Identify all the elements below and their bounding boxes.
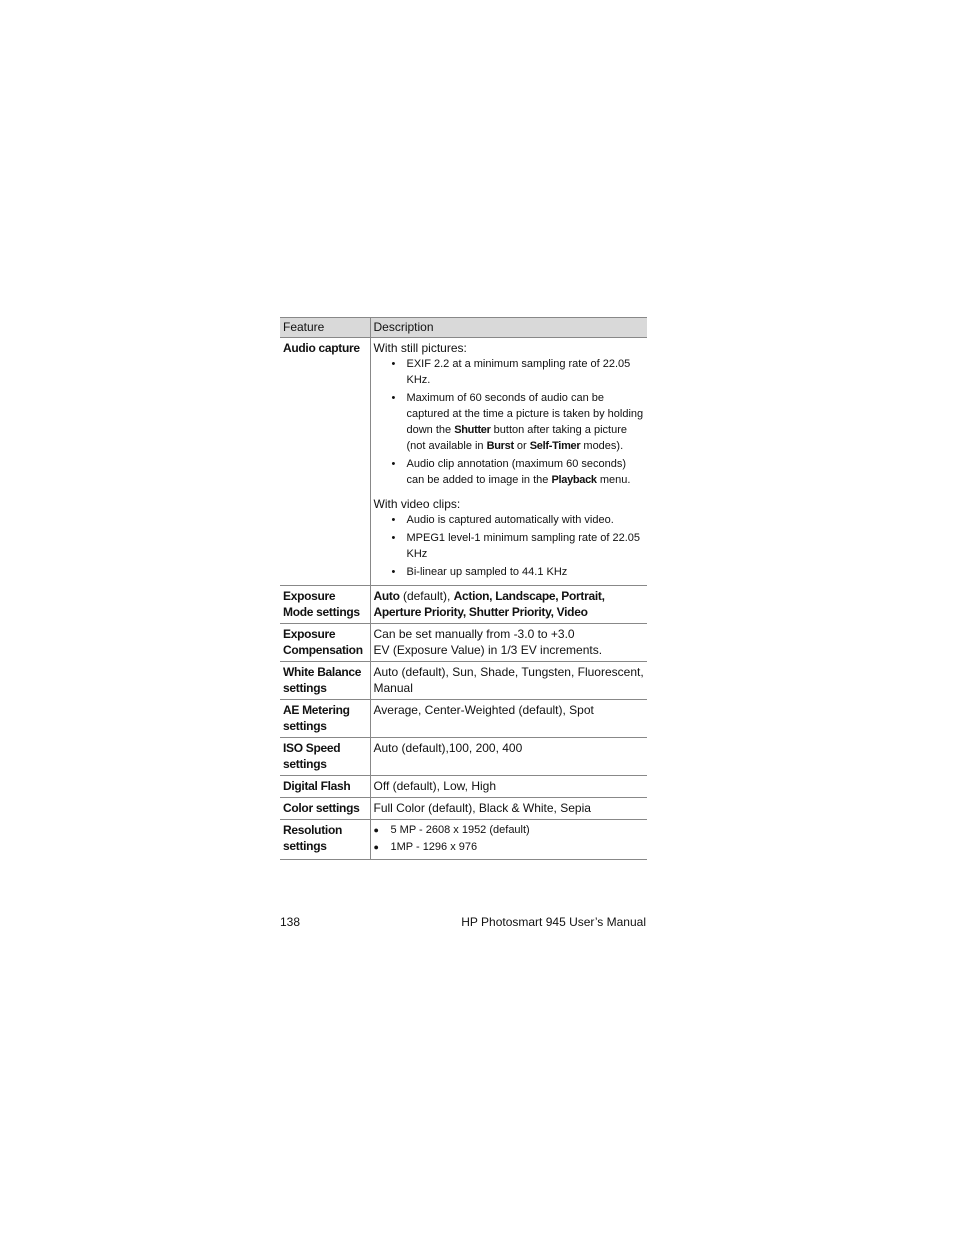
table-header-row [280,318,647,338]
description-cell: Off (default), Low, High [370,776,647,798]
description-cell [370,338,647,586]
list-item [407,456,645,488]
description-cell [370,586,647,624]
table-row-audio-capture [280,338,647,586]
still-pictures-list [374,356,645,488]
table-row-ae-metering [280,700,647,738]
page-number: 138 [280,915,301,929]
description-column-header: Description [370,318,647,338]
feature-cell: White Balance settings [280,662,370,700]
feature-cell: AE Metering settings [280,700,370,738]
description-cell [370,624,647,662]
table-row-iso-speed [280,738,647,776]
video-clips-list [374,512,645,580]
feature-cell: Exposure Compensation [280,624,370,662]
description-cell: Auto (default),100, 200, 400 [370,738,647,776]
feature-cell: Resolution settings [280,820,370,860]
text-span: Audio clip annotation (maximum 60 seconds) can be added to image in the [406,458,627,486]
auto-term: Auto [373,589,400,603]
list-item [407,390,645,454]
description-cell: Auto (default), Sun, Shade, Tungsten, Fluorescent, Manual [370,662,647,700]
list-item: ● 1MP - 1296 x 976 [391,839,645,856]
table-row-digital-flash [280,776,647,798]
table-row-color [280,798,647,820]
feature-cell: Digital Flash [280,776,370,798]
text-line: EV (Exposure Value) in 1/3 EV increments. [373,643,603,657]
table-row-resolution [280,820,647,860]
feature-cell: Audio capture [280,338,370,586]
list-item: • EXIF 2.2 at a minimum sampling rate of 22.05 KHz. [407,356,645,388]
still-pictures-heading: With still pictures: [373,341,467,355]
list-item: • Bi-linear up sampled to 44.1 KHz [407,564,645,580]
table-row-exposure-mode [280,586,647,624]
text-span: (default), [399,589,454,603]
text-span: modes). [580,440,624,452]
feature-cell: ISO Speed settings [280,738,370,776]
text-span: or [513,440,530,452]
text-line: Can be set manually from -3.0 to +3.0 [373,627,575,641]
playback-term: Playback [551,474,597,486]
mode-terms: Action, Landscape, Portrait, Aperture Priority, Shutter Priority, Video [373,589,605,619]
self-timer-term: Self-Timer [529,440,581,452]
list-item: ● 5 MP - 2608 x 1952 (default) [391,822,645,839]
feature-table [280,317,647,860]
description-cell [370,820,647,860]
text-span: Maximum of 60 seconds of audio can be captured at the time a picture is taken by holding down the [406,392,644,436]
list-item: • Audio is captured automatically with video. [407,512,645,528]
feature-column-header: Feature [280,318,370,338]
feature-cell: Exposure Mode settings [280,586,370,624]
table-row-exposure-compensation [280,624,647,662]
description-cell: Full Color (default), Black & White, Sepia [370,798,647,820]
feature-cell: Color settings [280,798,370,820]
resolution-list [374,822,645,856]
video-clips-heading: With video clips: [373,497,461,511]
shutter-term: Shutter [454,424,491,436]
description-cell: Average, Center-Weighted (default), Spot [370,700,647,738]
manual-title: HP Photosmart 945 User’s Manual [461,915,646,929]
table-row-white-balance [280,662,647,700]
burst-term: Burst [486,440,514,452]
text-span: menu. [596,474,631,486]
list-item: • MPEG1 level-1 minimum sampling rate of 22.05 KHz [407,530,645,562]
text-span: button after taking a picture (not available in [406,424,627,452]
